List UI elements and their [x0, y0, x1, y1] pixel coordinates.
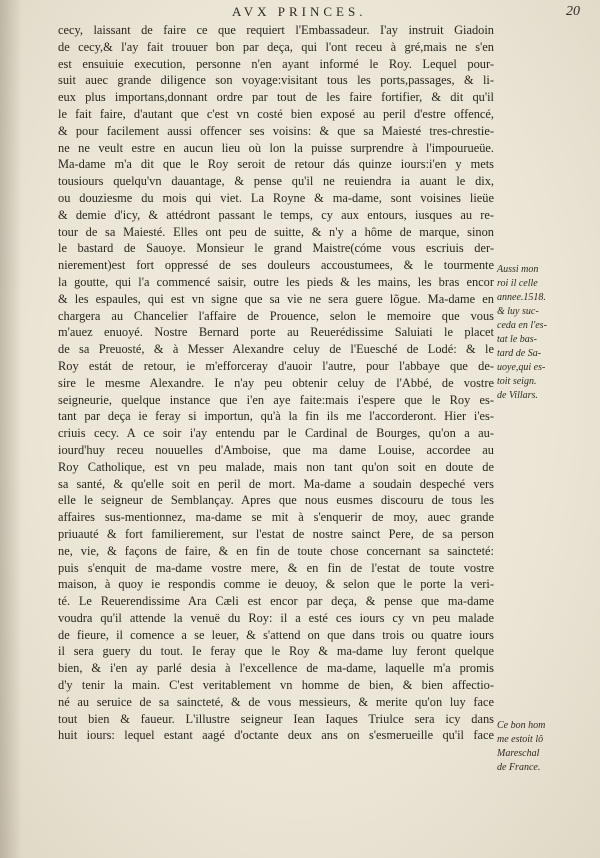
text-line: il sera guery du tout. Ie feray que le Roy & ma-dame luy feront quelque: [58, 644, 494, 659]
text-line: Roy estát de retour, ie m'efforceray d'auoir l'autre, pour l'abbaye que de-: [58, 358, 494, 373]
text-line: tour de sa Maiesté. Elles ont peu de suitte, & n'y a hôme de marque, sinon: [58, 224, 494, 239]
text-line: m'auez enuoyé. Nostre Bernard porte au Reuerédissime Saluiati le placet: [58, 325, 494, 340]
text-line: de cecy,& l'ay fait trouuer bon par deça, qui l'ont receu à gré,mais ne s'en: [58, 39, 494, 54]
text-line: affaires sus-mentionnez, ma-dame se mit à s'enquerir de moy, auec grande: [58, 510, 494, 525]
text-line: tant par deça ie feray si importun, qu'à la fin ils me l'accorderont. Hier i'es-: [58, 409, 494, 424]
text-line: bien, & i'en ay parlé desia à l'excellence de ma-dame, laquelle m'a promis: [58, 661, 494, 676]
text-line: de fieure, il comence a se leuer, & s'attend on que dans trois ou quatre iours: [58, 627, 494, 642]
marginal-note-line: roi il celle: [497, 278, 538, 289]
text-line: cecy, laissant de faire ce que requiert l'Embassadeur. I'ay instruit Giadoin: [58, 23, 494, 37]
text-line: Roy Catholique, est vn peu malade, mais non tant qu'on soit en doute de: [58, 459, 494, 474]
text-line: puis s'enquit de ma-dame vostre mere, & en fin de l'estat de toute vostre: [58, 560, 494, 575]
marginal-note-1: [497, 263, 597, 403]
text-line: tout bien & faueur. L'illustre seigneur Iean Iaques Triulce sera icy dans: [58, 711, 494, 726]
running-head: AVX PRINCES.: [232, 4, 367, 19]
marginal-note-line: me estoit lô: [497, 734, 544, 745]
text-line: & les espaules, qui est vn signe que sa vie ne sera guere lõgue. Ma-dame en: [58, 291, 494, 306]
text-line: d'y tenir la main. C'est veritablement vn homme de bien, & bien affectio-: [58, 678, 494, 693]
text-line: eux plus importans,donnant ordre par tout de les faire fortifier, & dit qu'il: [58, 90, 494, 105]
text-line: elle le seigneur de Semblançay. Apres que nous eusmes discouru de tous les: [58, 493, 494, 508]
text-line: iourd'huy receu nouuelles d'Amboise, que ma dame Louise, accordee au: [58, 442, 494, 457]
body-text: [58, 22, 494, 744]
marginal-note-line: Aussi mon: [497, 264, 539, 275]
marginal-note-line: de Villars.: [497, 390, 538, 401]
text-line: ou douziesme du mois qui viet. La Royne & ma-dame, sont voisines lieüe: [58, 190, 494, 205]
text-line: suit auec grande diligence son voyage:visitant tous les ports,passages, & li-: [58, 73, 494, 88]
text-line: ne ne veult estre en aucun lieu où lon la puisse surprendre à l'impourueüe.: [58, 140, 494, 155]
text-line: seigneurie, quelque instance que i'en aye faite:mais i'espere que le Roy es-: [58, 392, 494, 407]
text-line: criuis cecy. A ce soir i'ay entendu par le Cardinal de Bourges, qu'on a au-: [58, 426, 494, 441]
text-line: ne, vie, & façons de faire, & en fin de toute chose concernant sa saincteté:: [58, 543, 494, 558]
text-line: voudra qu'il attende la venuë du Roy: il a esté ces iours cy vn peu malade: [58, 610, 494, 625]
page-number: 20: [566, 4, 580, 19]
marginal-note-line: & luy suc-: [497, 306, 539, 317]
marginal-note-line: annee.1518.: [497, 292, 546, 303]
marginal-note-line: tat le bas-: [497, 334, 537, 345]
text-line: la goutte, qui l'a commencé saisir, outre les pieds & les mains, les bras encor: [58, 274, 494, 289]
marginal-note-line: tard de Sa-: [497, 348, 542, 359]
marginal-note-line: uoye,qui es-: [497, 362, 546, 373]
marginal-note-line: Ce bon hom: [497, 720, 546, 731]
marginal-note-line: toit seign.: [497, 376, 537, 387]
text-line: de sa Preuosté, & à Messer Alexandre celuy de l'Euesché de Lodé: & le: [58, 342, 494, 357]
text-line: sa santé, & qu'elle soit en peril de mort. Ma-dame a soudain despeché vers: [58, 476, 494, 491]
text-line: & demie d'icy, & attédront passant le temps, cy aux entours, iusques au re-: [58, 207, 494, 222]
gutter-shadow: [0, 0, 22, 858]
text-line: né au seruice de sa saincteté, & de vous messieurs, & merite qu'on luy face: [58, 694, 494, 709]
text-line: maison, à quoy ie respondis comme ie deuoy, & selon que le porte la veri-: [58, 577, 494, 592]
text-line: est ensuiuie execution, personne n'en ayant informé le Roy. Lequel pour-: [58, 56, 494, 71]
text-line: nierement)est fort oppressé de ses douleurs accoustumees, & le tourmente: [58, 258, 494, 273]
text-line: priuauté & fort familierement, sur l'estat de nostre sainct Pere, de sa person: [58, 526, 494, 541]
text-line: té. Le Reuerendissime Ara Cæli est encor par deça, & pense que ma-dame: [58, 594, 494, 609]
text-line: sire le mesme Alexandre. Ie n'ay peu obtenir celuy de l'Abbé, de vostre: [58, 375, 494, 390]
text-line: huit iours: lequel estant aagé d'octante deux ans on s'esmerueille qu'il face: [58, 728, 494, 743]
marginal-note-2: [497, 719, 597, 775]
marginal-note-line: Mareschal: [497, 748, 540, 759]
text-line: le fait faire, d'autant que c'est vn costé bien exposé au peril d'estre offencé,: [58, 106, 494, 121]
text-line: Ma-dame m'a dit que le Roy seroit de retour dás quinze iours:i'en y mets: [58, 157, 494, 172]
marginal-note-line: de France.: [497, 762, 541, 773]
text-line: le bastard de Sauoye. Monsieur le grand Maistre(cóme vous escriuis der-: [58, 241, 494, 256]
marginal-note-line: ceda en l'es-: [497, 320, 547, 331]
text-line: & pour facilement aussi offencer ses voisins: & que sa Maiesté tres-chrestie-: [58, 123, 494, 138]
text-line: tousiours quelqu'vn dauantage, & pense qu'il ne reuiendra ia auant le dix,: [58, 174, 494, 189]
text-line: chargera au Chancelier l'affaire de Prouence, selon le memoire que vous: [58, 308, 494, 323]
